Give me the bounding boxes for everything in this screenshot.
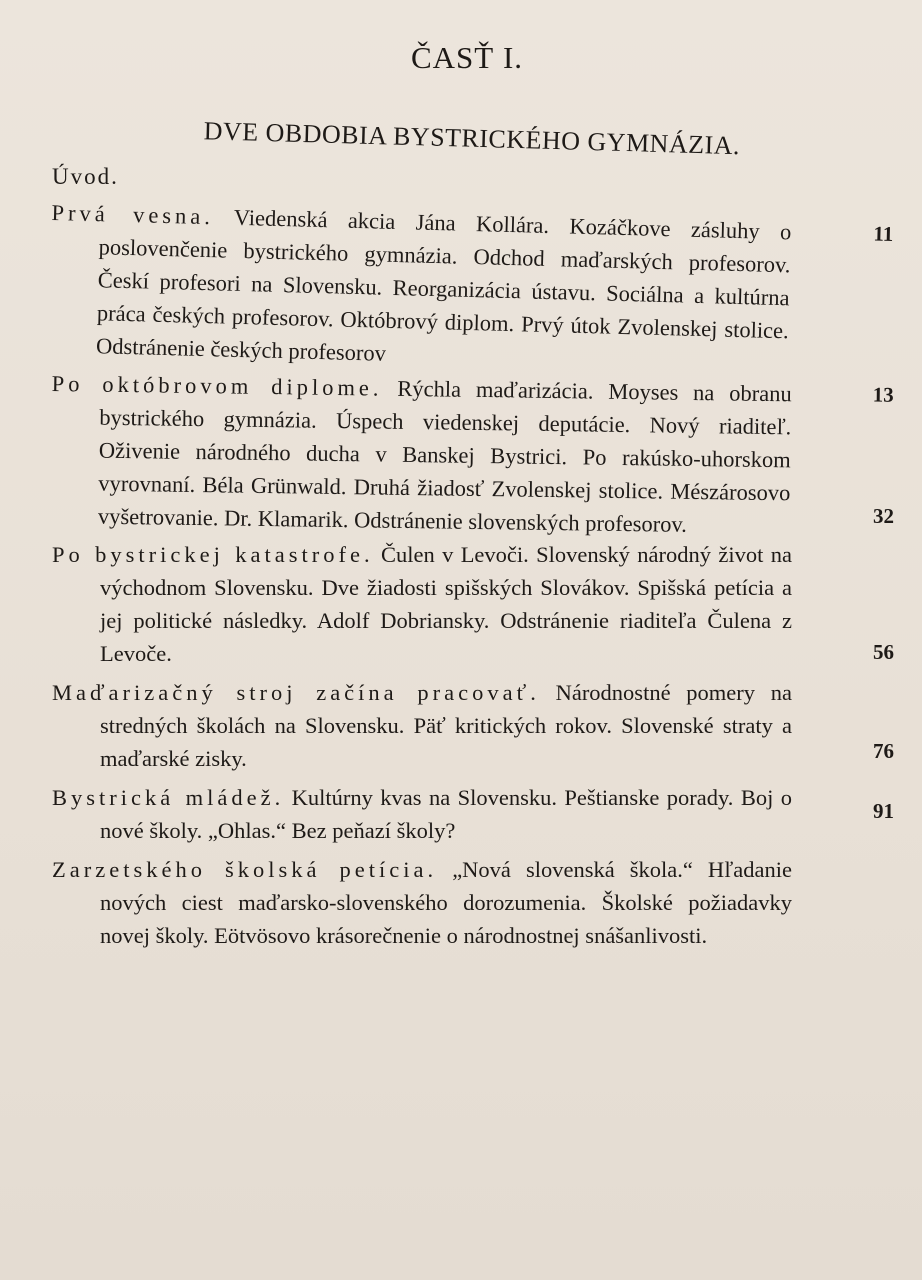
entry-text: Kultúrny kvas na Slovensku. Peštianske porady. Boj o nové školy. „Ohlas.“ Bez peňazí školy? bbox=[100, 785, 792, 843]
page-number: 11 bbox=[873, 221, 894, 247]
entry-heading: Po bystrickej katastrofe. bbox=[52, 542, 374, 567]
toc-intro: Úvod. bbox=[52, 164, 119, 189]
entry-text: „Nová slovenská škola.“ Hľadanie nových ciest maďarsko-slovenského dorozumenia. Školské požiadavky novej školy. Eötvösovo krásorečnenie o národnostnej snášanlivosti. bbox=[100, 857, 793, 948]
page-number: 32 bbox=[873, 504, 894, 528]
entry-text: Viedenská akcia Jána Kollára. Kozáčkove zásluhy o poslovenčenie bystrického gymnázia. Odchod maďarských profesorov. Českí profesori na Slovensku. Reorganizácia ústavu. Sociálna a kultúrna práca českých profesorov. Októbrový diplom. Prvý útok Zvolenskej stolice. Odstránenie českých profesorov bbox=[95, 204, 792, 366]
entry-heading: Bystrická mládež. bbox=[52, 785, 285, 810]
entry-heading: Maďarizačný stroj začína pracovať. bbox=[52, 680, 540, 705]
page-number: 56 bbox=[873, 640, 894, 664]
page-number: 91 bbox=[873, 799, 894, 823]
entry-text: Národnostné pomery na stredných školách na Slovensku. Päť kritických rokov. Slovenské straty a maďarské zisky. bbox=[100, 680, 792, 771]
table-of-contents bbox=[51, 164, 894, 952]
toc-entry bbox=[48, 196, 894, 382]
part-title: ČASŤ I. bbox=[410, 40, 524, 75]
page-number: 76 bbox=[873, 739, 894, 763]
entry-text: Rýchla maďarizácia. Moyses na obranu bystrického gymnázia. Úspech viedenskej deputácie. Nový riaditeľ. Oživenie národného ducha v Banskej Bystrici. Po rakúsko-uhorskom vyrovnaní. Béla Grünwald. Druhá žiadosť Zvolenskej stolice. Mészárosovo vyšetrovanie. Dr. Klamarik. Odstránenie slovenských profesorov. bbox=[97, 375, 792, 537]
entry-heading: Prvá vesna. bbox=[51, 199, 215, 230]
entry-heading: Po októbrovom diplome. bbox=[51, 370, 383, 401]
section-title: DVE OBDOBIA BYSTRICKÉHO GYMNÁZIA. bbox=[203, 116, 741, 161]
entry-heading: Zarzetského školská petícia. bbox=[52, 857, 438, 882]
entry-text: Čulen v Levoči. Slovenský národný život na východnom Slovensku. Dve žiadosti spišských Slovákov. Spišská petícia a jej politické následky. Adolf Dobriansky. Odstránenie riaditeľa Čulena z Levoče. bbox=[100, 542, 792, 666]
page-number: 13 bbox=[872, 382, 894, 407]
